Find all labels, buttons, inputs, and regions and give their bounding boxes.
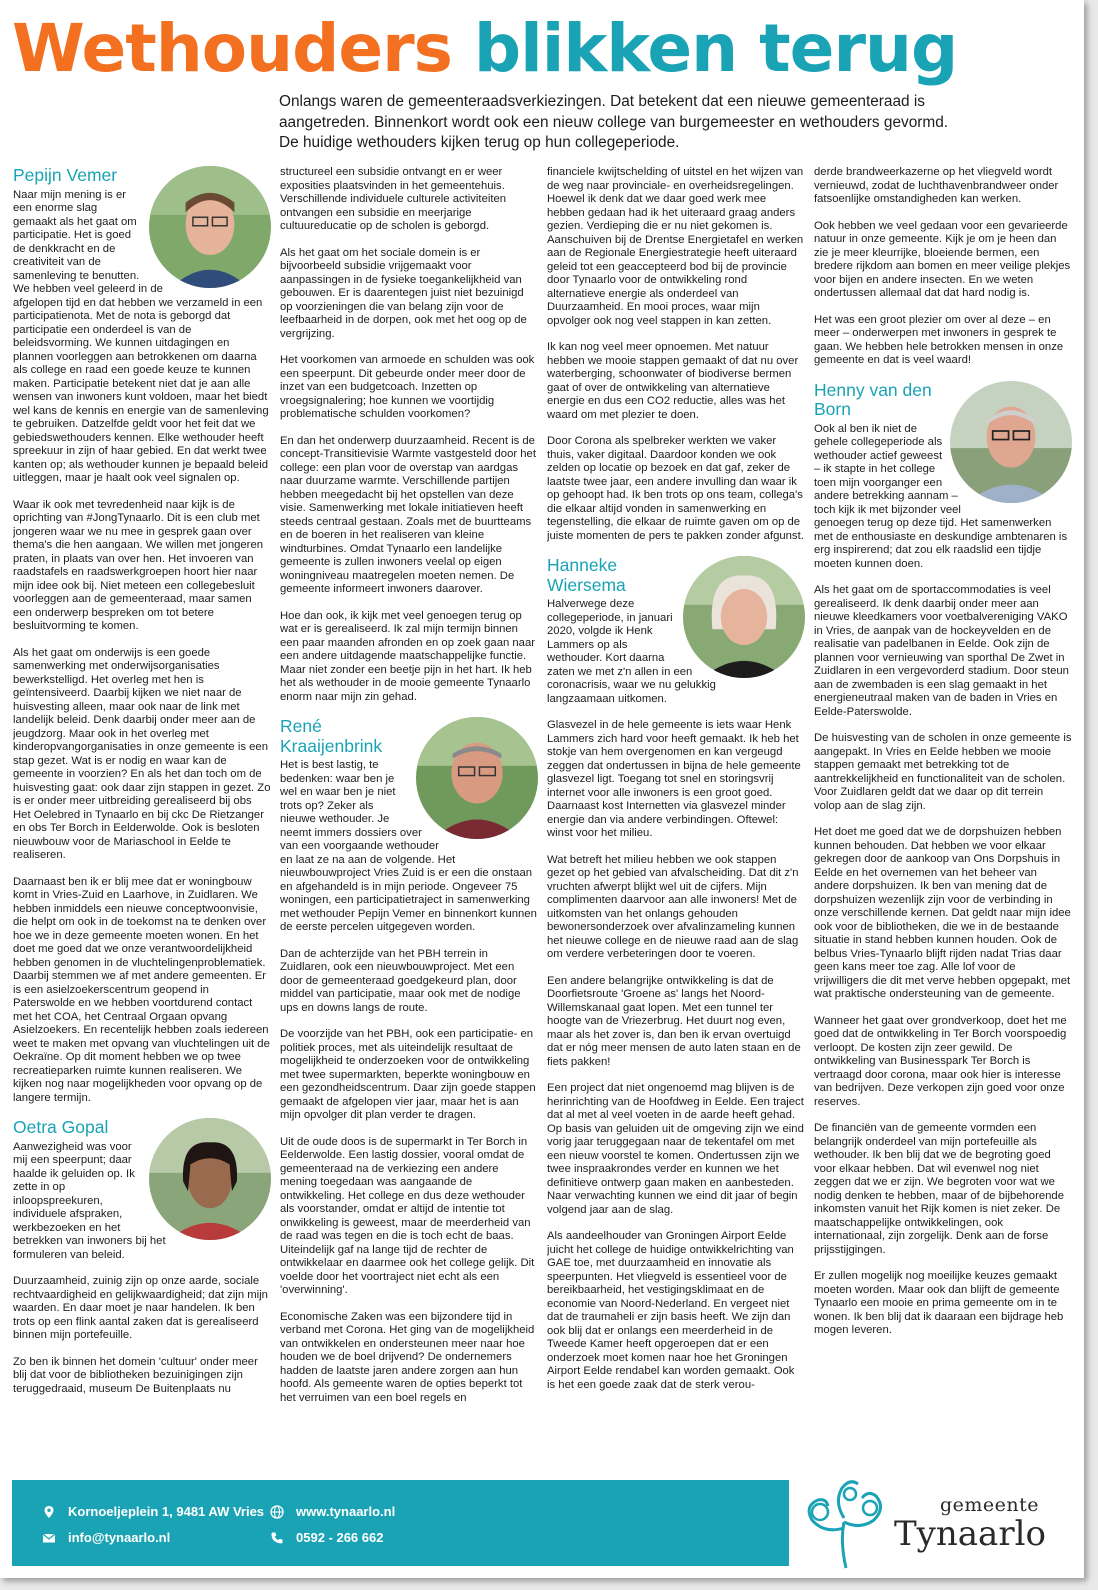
paragraph: Een andere belangrijke ontwikkeling is dat de Doorfietsroute 'Groene as' langs het Noord-Willemskanaal gaat lopen. Met een tunnel ter hoogte van de Vriezerbrug. Het duurt nog even, maar als het zover is, dan ben ik ervan overtuigd dat er nóg meer mensen de auto laten staan en de fiets pakken! — [547, 974, 801, 1068]
website-link[interactable]: www.tynaarlo.nl — [296, 1504, 396, 1519]
paragraph: En dan het onderwerp duurzaamheid. Recent is de concept-Transitievisie Warmte vastgesteld door het college: een plan voor de overstap van aardgas naar duurzame warmte. Verschillende partijen hebben meegedacht bij het opstellen van deze visie. Samenwerking met lokale initiatieven heeft steeds centraal gestaan. Zoals met de buurtteams en de boeren in het realiseren van kleine windturbines. Omdat Tynaarlo een landelijke gemeente is zullen inwoners veelal op eigen woningniveau maatregelen moeten nemen. De gemeente informeert inwoners daarover. — [280, 434, 536, 595]
column-3 — [547, 166, 805, 1466]
column-4 — [814, 166, 1072, 1466]
logo-line-2: Tynaarlo — [894, 1514, 1046, 1554]
title-part-1: Wethouders — [12, 10, 452, 87]
paragraph: Uit de oude doos is de supermarkt in Ter Borch in Eelderwolde. Een lastig dossier, vooral omdat de gemeenteraad na de verkiezing een andere mening toegedaan was aangaande de ontwikkeling. Het college en dus deze wethouder als voorstander, omdat er altijd de intentie tot onwikkeling is geweest, maar de meerderheid van de raad was tegen en die is toch echt de baas. Uiteindelijk gaf na lange tijd de rechter de ontwikkelaar en daarmee ook het college gelijk. Dit voelde door het voortraject niet echt als een 'overwinning'. — [280, 1135, 535, 1296]
paragraph: Wat betreft het milieu hebben we ook stappen gezet op het gebied van afvalscheiding. Dat dit z'n vruchten afwerpt blijkt wel uit de cijfers. Mijn complimenten daarvoor aan alle inwoners! Met de uitkomsten van het onlangs gehouden bewonersonderzoek over afvalinzameling kunnen het nieuwe college en de nieuwe raad aan de slag om verdere verbeteringen door te voeren. — [547, 853, 799, 960]
paragraph: Glasvezel in de hele gemeente is iets waar Henk Lammers zich hard voor heeft gemaakt. Ik heb het stokje van hem overgenomen en kan vergeugd zeggen dat ondertussen in bijna de hele gemeente glasvezel ligt. Toegang tot snel en storingsvrij internet voor alle inwoners is een groot goed. Daarnaast kost Internetten via glasvezel minder energie dan via andere verbindingen. Oftewel: winst voor het milieu. — [547, 719, 801, 839]
paragraph: De voorzijde van het PBH, ook een participatie- en politiek proces, met als uiteindelijk resultaat de mogelijkheid te onderzoeken voor de ontwikkeling met twee supermarkten, beperkte woningbouw en een gezondheidscentrum. Daar zijn goede stappen gemaakt de afgelopen vier jaar, maar het is aan mijn opvolger dit plan verder te dragen. — [280, 1028, 536, 1121]
paragraph: financiele kwijtschelding of uitstel en het wijzen van de weg naar provinciale- en overheidsregelingen. Hoewel ik denk dat we daar goed werk mee hebben gedaan had ik het uiteraard graag anders gezien. Verdieping die er nu niet gekomen is. Aanschuiven bij de Drentse Energietafel en werken aan de Regionale Energiestrategie heeft uiteraard geleid tot een geaccepteerd bod bij de provincie door Tynaarlo voor de ontwikkeling rond alternatieve energie als onderdeel van Duurzaamheid. En mooi proces, waar mijn opvolger ook nog veel stappen in kan zetten. — [547, 166, 804, 327]
paragraph: Dan de achterzijde van het PBH terrein in Zuidlaren, ook een nieuwbouwproject. Met een door de gemeenteraad goedgekeurd plan, door middel van participatie, maar ook met de nodige ups en downs langs de route. — [280, 947, 521, 1014]
author-name-oetra: Oetra Gopal — [13, 1117, 109, 1137]
paragraph: Aanwezigheid was voor mij een speerpunt; daar haalde ik geluiden op. Ik zette in op inloopspreekuren, individuele afspraken, werkbezoeken en het betrekken van inwoners bij het formuleren van beleid. — [13, 1140, 166, 1261]
logo-line-1: gemeente — [940, 1494, 1040, 1516]
phone-link[interactable]: 0592 - 266 662 — [296, 1530, 384, 1545]
paragraph: Als aandeelhouder van Groningen Airport Eelde juicht het college de huidige ontwikkelrichting van GAE toe, met duurzaamheid en innovatie als speerpunten. Het vliegveld is essentieel voor de bereikbaarheid, het vestigingsklimaat en de economie van Noord-Nederland. En vergeet niet dat de traumaheli er zijn basis heeft. We zijn dan ook blij dat er onlangs een meerderheid in de Tweede Kamer heeft opgeroepen dat er een onderzoek moet komen naar hoe het Groningen Airport Eelde rendabel kan worden gemaakt. Ook is het een goede zaak dat de sterk verou- — [547, 1230, 795, 1391]
author-name-henny: Henny van den Born — [814, 379, 932, 419]
mail-icon — [42, 1531, 56, 1545]
email-link[interactable]: info@tynaarlo.nl — [68, 1530, 171, 1545]
email-item[interactable] — [42, 1530, 170, 1545]
paragraph: Als het gaat om het sociale domein is er bijvoorbeeld subsidie vrijgemaakt voor aanpassingen in de fysieke toegankelijkheid van gebouwen. Er is daarentegen juist niet bezuinigd op voorzieningen die van belang zijn voor de leefbaarheid in de dorpen, ook met het oog op de vergrijzing. — [280, 246, 527, 340]
paragraph: Daarnaast ben ik er blij mee dat er woningbouw komt in Vries-Zuid en Laarhove, in Zuidlaren. We hebben inmiddels een nieuwe conceptwoonvisie, die helpt om ook in de toekomst na te denken over hoe we in deze gemeente moeten wonen. En het doet me goed dat we onze verantwoordelijkheid hebben genomen in de vluchtelingenproblematiek. Daarbij stemmen we af met andere gemeenten. Er is een asielzoekerscentrum geopend in Paterswolde en we hebben voortdurend contact met het COA, het Centraal Orgaan opvang Asielzoekers. En recentelijk hebben zoals iedereen weet te maken met opvang van vluchtelingen uit de Oekraïne. Op dit moment hebben we op twee recreatieparken ruimte kunnen realiseren. We kijken nog naar mogelijkheden voor opvang op de langere termijn. — [13, 875, 270, 1104]
paragraph: derde brandweerkazerne op het vliegveld wordt vernieuwd, zodat de luchthavenbrandweer onder fatsoenlijke omstandigheden kan werken. — [814, 166, 1059, 205]
paragraph: Zo ben ik binnen het domein 'cultuur' onder meer blij dat voor de bibliotheken bezuinigingen zijn teruggedraaid, museum De Buitenplaats nu — [13, 1355, 258, 1395]
portrait-pepijn-vemer — [149, 166, 271, 288]
paragraph: Het is best lastig, te bedenken: waar ben je wel en waar ben je niet trots op? Zeker als nieuwe wethouder. Je neemt immers dossiers over van een voorgaande wethouder en laat ze na aan de volgende. Het nieuwbouwproject Vries Zuid is er een die onstaan en afgehandeld is in mijn periode. Ongeveer 75 woningen, een participatietraject in samenwerking met wethouder Pepijn Vemer en binnenkort kunnen de eerste percelen uitgegeven worden. — [280, 759, 537, 933]
paragraph: De financiën van de gemeente vormden een belangrijk onderdeel van mijn portefeuille als wethouder. Ik ben blij dat we de begroting goed voor elkaar hebben. Dat wil evenwel nog niet zeggen dat we er zijn. We begroten voor wat we nodig denken te hebben, maar of de bijbehorende inkomsten vanuit het Rijk komen is niet zeker. De maatschappelijke ontwikkelingen, ook internationaal, zijn zorgelijk. Denk aan de forse prijsstijgingen. — [814, 1122, 1064, 1256]
portrait-henny-van-den-born — [950, 381, 1072, 503]
paragraph: Naar mijn mening is er een enorme slag gemaakt als het gaat om participatie. Het is goed de denkkracht en de creativiteit van de samenleving te benutten. We hebben veel geleerd in de afgelopen tijd en dat hebben we verzameld in een participatienota. Met de nota is geborgd dat participatie een onderdeel is van de beleidsvorming. We kunnen uitdagingen en plannen voorleggen aan betrokkenen om daarna als college en raad een goede keuze te kunnen maken. Participatie betekent niet dat je aan alle wensen van inwoners kunt voldoen, maar het biedt wel kans de kennis en energie van de samenleving te gebruiken. Datzelfde geldt voor het feit dat we gebiedswethouders kennen. Elke wethouder heeft spreekuur in zijn of haar gebied. En dat werkt twee kanten op; als wethouder kunnen je bepaald beleid uitleggen, maar je haalt ook veel signalen op. — [13, 188, 269, 484]
globe-icon — [270, 1505, 284, 1519]
address-text: Kornoeljeplein 1, 9481 AW Vries — [68, 1504, 265, 1519]
title-part-2: blikken terug — [473, 10, 958, 87]
column-2 — [280, 166, 538, 1466]
paragraph: Het doet me goed dat we de dorpshuizen hebben kunnen behouden. Dat hebben we voor elkaar gekregen door de aankoop van Ons Dorpshuis in Eelde en het overnemen van het beheer van andere dorpshuizen. Ik ben van mening dat de dorpshuizen wezenlijk zijn voor de verbinding in onze verschillende kernen. Dat geldt naar mijn idee ook voor de bibliotheken, die we in de bestaande situatie in stand hebben kunnen houden. Ook de belbus Vries-Tynaarlo blijft rijden nadat Trias daar geen kans meer toe zag. Alle lof voor de vrijwilligers die dit met verve hebben opgepakt, met wat praktische ondersteuning van de gemeente. — [814, 826, 1071, 1000]
paragraph: Wanneer het gaat over grondverkoop, doet het me goed dat de ontwikkeling in Ter Borch voorspoedig verloopt. De kosten zijn zeer gewild. De ontwikkeling van Businesspark Ter Borch is vertraagd door corona, maar ook hier is interesse van bedrijven. Deze verkopen zijn goed voor onze reserves. — [814, 1014, 1067, 1108]
author-name-pepijn: Pepijn Vemer — [13, 166, 118, 185]
paragraph: Er zullen mogelijk nog moeilijke keuzes gemaakt moeten worden. Maar ook dan blijft de gemeente Tynaarlo een mooie en prima gemeente om in te wonen. Ik ben blij dat ik daaraan een bijdrage heb mogen leveren. — [814, 1270, 1064, 1336]
municipality-logo — [800, 1480, 1070, 1578]
author-name-hanneke: Hanneke Wiersema — [547, 555, 626, 595]
paragraph: Halverwege deze collegeperiode, in januari 2020, volgde ik Henk Lammers op als wethouder. Kort daarna zaten we met z'n allen in een coronacrisis, waar we nu gelukkig langzaamaan uitkomen. — [547, 598, 716, 705]
contact-bar — [12, 1480, 789, 1566]
portrait-hanneke-wiersema — [683, 556, 805, 678]
paragraph: Het was een groot plezier om over al deze – en meer – onderwerpen met inwoners in gesprek te gaan. We hebben hele betrokken mensen in onze gemeente en dat is veel waard! — [814, 313, 1064, 366]
author-name-rene: René Kraaijenbrink — [280, 716, 383, 756]
paragraph: Door Corona als spelbreker werkten we vaker thuis, vaker digitaal. Daardoor konden we ook zelden op locatie op bezoek en dat gaf, zeker de laatste twee jaar, een andere invulling dan waar ik op gehoopt had. Ik ben trots op ons team, collega's die elkaar altijd vonden in samenwerking en tegenstelling, die elkaar de ruimte gaven om op de juiste momenten de pers te pakken zonder afgunst. — [547, 435, 804, 542]
footer — [0, 1480, 1084, 1578]
portrait-rene-kraaijenbrink — [416, 717, 538, 839]
intro-text: Onlangs waren de gemeenteraadsverkiezingen. Dat betekent dat een nieuwe gemeenteraad is aangetreden. Binnenkort wordt ook een nieuw college van burgemeester en wethouders gevormd. De huidige wethouders kijken terug op hun collegeperiode. — [279, 93, 949, 151]
paragraph: De huisvesting van de scholen in onze gemeente is aangepakt. In Vries en Eelde hebben we mooie stappen gemaakt met betrekking tot de aantrekkelijkheid en functionaliteit van de scholen. Voor Zuidlaren geldt dat we daar op dit terrein volop aan de slag zijn. — [814, 732, 1072, 812]
paragraph: Duurzaamheid, zuinig zijn op onze aarde, sociale rechtvaardigheid en gelijkwaardigheid; dat zijn mijn waarden. En daar moet je naar handelen. Ik ben trots op een flink aantal zaken dat is gerealiseerd binnen mijn portefeuille. — [13, 1275, 268, 1341]
paragraph: Ook al ben ik niet de gehele collegeperiode als wethouder actief geweest – ik stapte in het college toen mijn voorganger een andere betrekking aannam – toch kijk ik met bijzonder veel genoegen terug op deze tijd. Het samenwerken met de enthousiaste en deskundige ambtenaren is erg inspirerend; dat zou elk raadslid een tijdje moeten kunnen doen. — [814, 422, 1068, 570]
phone-icon — [270, 1531, 284, 1545]
page-title — [12, 8, 1082, 90]
paragraph: Hoe dan ook, ik kijk met veel genoegen terug op wat er is gerealiseerd. Ik zal mijn termijn binnen een paar maanden afronden en op zoek gaan naar een andere uitdagende maatschappelijke functie. Maar niet zonder een beetje pijn in het hart. Ik heb het als wethouder in de mooie gemeente Tynaarlo enorm naar mijn zin gehad. — [280, 609, 536, 703]
paragraph: Als het gaat om de sportaccommodaties is veel gerealiseerd. Ik denk daarbij onder meer aan nieuwe kleedkamers voor voetbalvereniging VAKO in Vries, de aanpak van de hockeyvelden en de realisatie van padelbanen in Eelde. Ook zijn de plannen voor vernieuwing van sporthal De Zwet in Zuidlaren in een vergevorderd stadium. Door steun aan de zwembaden is een slag gemaakt in het energieneutraal maken van de baden in Vries en Eelde-Paterswolde. — [814, 584, 1069, 718]
column-1 — [13, 166, 271, 1466]
address-item — [42, 1504, 264, 1519]
paragraph: Economische Zaken was een bijzondere tijd in verband met Corona. Het ging van de mogelijkheid van ontwikkelen en ondersteunen meer naar hoe houden we de boel drijvend? De ondernemers hadden de laatste jaren andere zorgen aan hun hoofd. Als gemeente waren de opties beperkt tot het verruimen van een boel regels en — [280, 1310, 535, 1404]
tree-logo-icon — [800, 1472, 892, 1570]
website-item[interactable] — [270, 1504, 395, 1519]
phone-item[interactable] — [270, 1530, 383, 1545]
paragraph: Het voorkomen van armoede en schulden was ook een speerpunt. Dit gebeurde onder meer door de inzet van een budgetcoach. Inzetten op vroegsignalering; hoe kunnen we voortijdig problematische schulden voorkomen? — [280, 354, 535, 420]
portrait-oetra-gopal — [149, 1118, 271, 1240]
paragraph: Ook hebben we veel gedaan voor een gevarieerde natuur in onze gemeente. Kijk je om je heen dan zie je meer kleurrijke, bloeiende bermen, een bredere rijkdom aan bomen en meer veilige plekjes voor bijen en andere insecten. En we weten ondertussen allemaal dat dat hard nodig is. — [814, 219, 1071, 299]
paragraph: Een project dat niet ongenoemd mag blijven is de herinrichting van de Hoofdweg in Eelde. Een traject dat al met al veel voeten in de aarde heeft gehad. Op basis van geluiden uit de omgeving zijn we eind vorig jaar teruggegaan naar de tekentafel om met een nieuw voorstel te komen. Ondertussen zijn we twee inspraakrondes verder en kunnen we het definitieve ontwerp gaan maken en aanbesteden. Naar verwachting kunnen we eind dit jaar of begin volgend jaar aan de slag. — [547, 1082, 804, 1216]
paragraph: structureel een subsidie ontvangt en er weer exposities plaatsvinden in het gemeentehuis. Verschillende individuele culturele activiteiten ontvangen een subsidie en meerjarige cultuureducatie op de scholen is geborgd. — [280, 166, 507, 232]
map-pin-icon — [42, 1505, 56, 1519]
paragraph: Als het gaat om onderwijs is een goede samenwerking met onderwijsorganisaties bewerkstelligd. Het overleg met hen is geïntensiveerd. Daarbij kijken we niet naar de huisvesting alleen, maar ook naar de link met landelijk beleid. Denk daarbij onder meer aan de jeugdzorg. Maar ook in het overleg met kinderopvangorganisaties in onze gemeente is een stap gezet. Wat is er nodig en waar kan de gemeente in voorzien? En als het dan toch om de huisvesting gaat: ook daar zijn stappen in gezet. Zo is er onder meer uitbreiding gerealiseerd bij obs Het Oelebred in Tynaarlo en bij ckc De Rietzanger en obs Ter Borch in Eelderwolde. Ook is besloten nieuwbouw voor de Mariaschool in Eelde te realiseren. — [13, 646, 271, 861]
paragraph: Waar ik ook met tevredenheid naar kijk is de oprichting van #JongTynaarlo. Dit is een club met jongeren waar we nu mee in gesprek gaan over thema's die hen aangaan. We willen met jongeren praten, in plaats van over hen. Het invoeren van raadstafels en raadswerkgroepen hoort hier naar mijn idee ook bij. Niet meteen een collegebesluit voorleggen aan de gemeenteraad, maar samen een onderwerp bespreken om tot betere besluitvorming te komen. — [13, 498, 264, 632]
paragraph: Ik kan nog veel meer opnoemen. Met natuur hebben we mooie stappen gemaakt of dat nu over waterberging, schoonwater of biodiverse bermen gaat of over de ontwikkeling van alternatieve energie en dus een CO2 reductie, alles was het waard om met plezier te doen. — [547, 341, 799, 421]
